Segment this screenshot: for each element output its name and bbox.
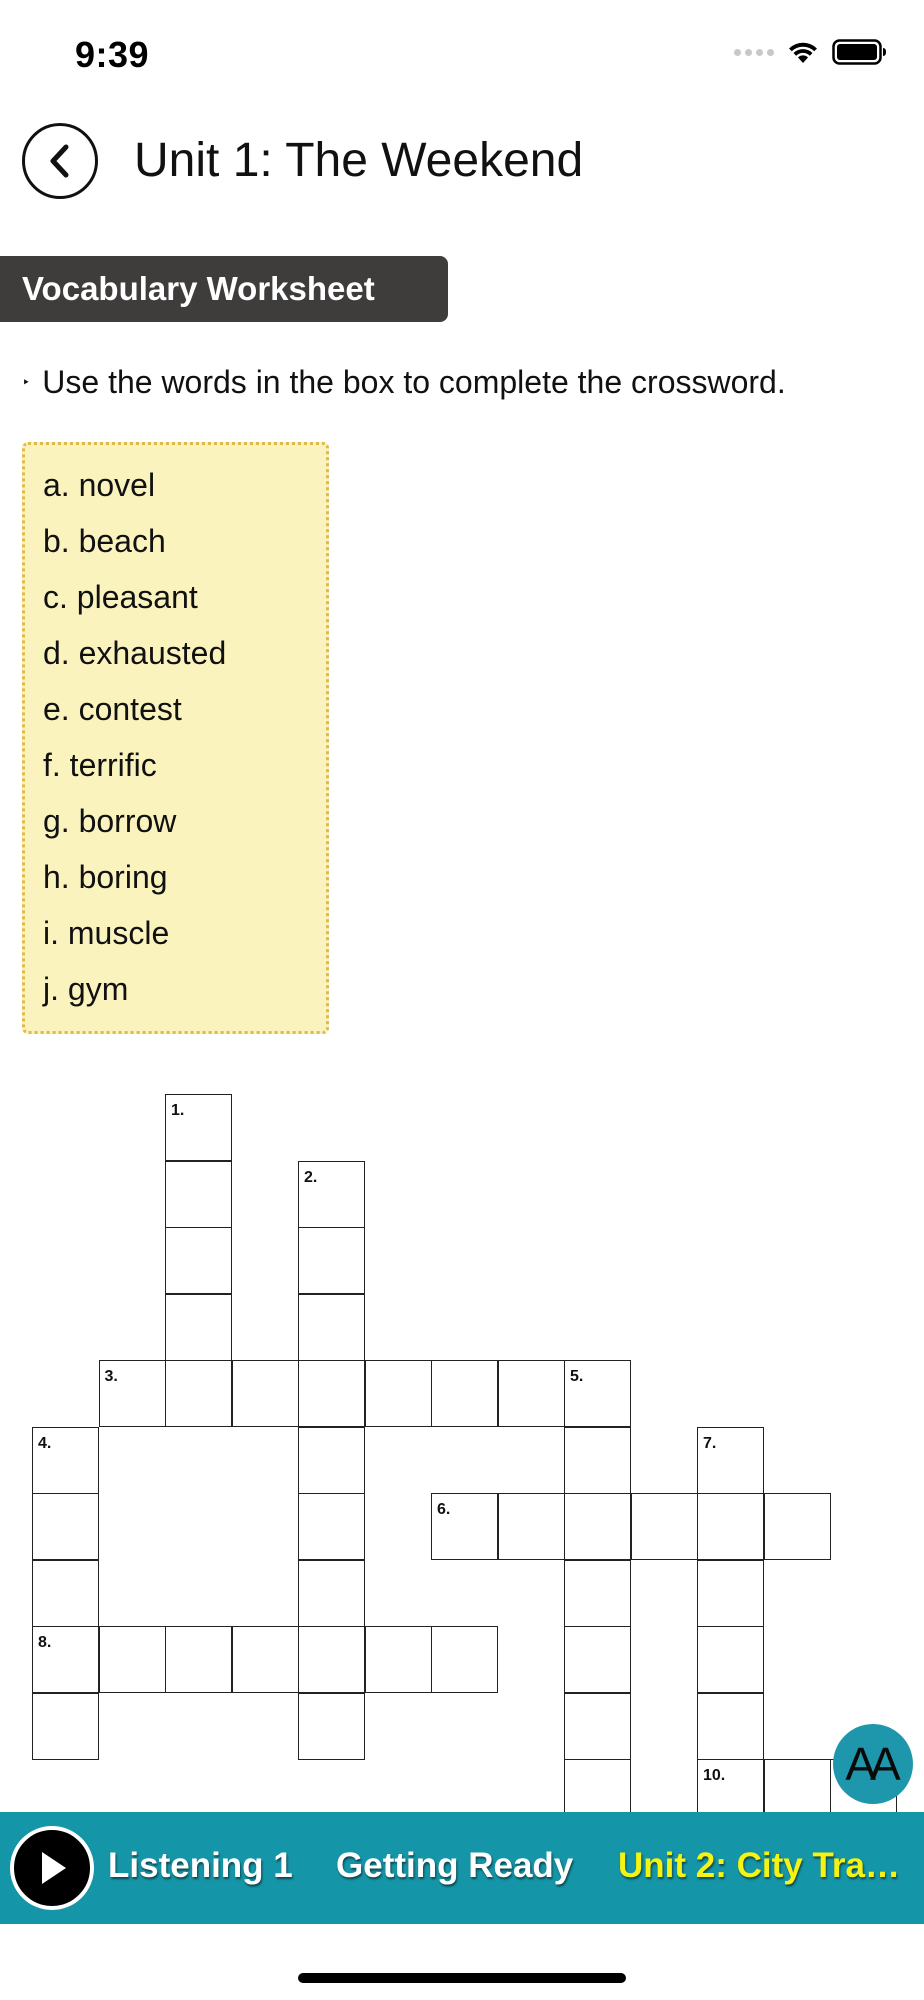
crossword-cell: [697, 1626, 764, 1693]
clue-number: 5.: [570, 1368, 584, 1385]
crossword-cell: [498, 1360, 565, 1427]
play-button[interactable]: [10, 1826, 94, 1910]
crossword-cell: [298, 1161, 365, 1228]
crossword-cell: [564, 1693, 631, 1760]
crossword-cell: [232, 1626, 299, 1693]
crossword-cell: [697, 1560, 764, 1627]
crossword-cell: [298, 1294, 365, 1361]
word-item: j. gym: [43, 971, 129, 1007]
crossword-cell: [298, 1560, 365, 1627]
crossword-cell: [232, 1360, 299, 1427]
word-item: d. exhausted: [43, 635, 227, 671]
crossword-cell: [298, 1493, 365, 1560]
cellular-signal-icon: [734, 49, 774, 56]
crossword-cell: [32, 1493, 99, 1560]
bullet-icon: ‣: [22, 374, 31, 390]
crossword-cell: [298, 1626, 365, 1693]
clue-number: 10.: [703, 1767, 726, 1784]
worksheet-banner: Vocabulary Worksheet: [0, 256, 448, 322]
page-title: Unit 1: The Weekend: [134, 134, 584, 187]
crossword-grid: [0, 1090, 924, 1810]
clue-number: 6.: [437, 1501, 451, 1518]
crossword-cell: [697, 1693, 764, 1760]
nav-item-next-unit[interactable]: Unit 2: City Tra…: [618, 1846, 900, 1885]
clue-number: 4.: [38, 1434, 52, 1452]
word-item: a. novel: [43, 467, 156, 503]
crossword-cell: [32, 1427, 99, 1494]
crossword-cell: [564, 1360, 631, 1427]
crossword-cell: [165, 1294, 232, 1361]
word-box: [22, 442, 329, 1034]
play-icon: [34, 1848, 70, 1888]
crossword-cell: [165, 1227, 232, 1294]
home-indicator: [298, 1973, 626, 1983]
battery-icon: [832, 38, 888, 66]
status-time: 9:39: [75, 34, 150, 75]
crossword-cell: [431, 1360, 498, 1427]
crossword-cell: [165, 1094, 232, 1161]
chevron-left-icon: [45, 144, 75, 178]
crossword-cell: [32, 1560, 99, 1627]
word-item: b. beach: [43, 523, 166, 559]
crossword-cell: [32, 1693, 99, 1760]
crossword-cell: [564, 1493, 631, 1560]
word-item: g. borrow: [43, 803, 177, 839]
crossword-cell: [764, 1493, 831, 1560]
wifi-icon: [786, 39, 820, 65]
crossword-cell: [631, 1493, 698, 1560]
word-item: e. contest: [43, 691, 182, 727]
clue-number: 7.: [703, 1434, 717, 1452]
font-size-button[interactable]: AA: [833, 1724, 913, 1804]
nav-item-listening-1[interactable]: Listening 1: [108, 1846, 293, 1885]
crossword-cell: [165, 1360, 232, 1427]
instruction: [22, 364, 786, 401]
crossword-cell: [697, 1427, 764, 1494]
crossword-cell: [564, 1427, 631, 1494]
crossword-cell: [498, 1493, 565, 1560]
word-item: h. boring: [43, 859, 168, 895]
crossword-cell: [365, 1360, 432, 1427]
back-button[interactable]: [22, 123, 98, 199]
word-item: c. pleasant: [43, 579, 198, 615]
crossword-cell: [298, 1693, 365, 1760]
crossword-cell: [165, 1626, 232, 1693]
clue-number: 3.: [104, 1368, 118, 1385]
crossword-cell: [697, 1493, 764, 1560]
clue-number: 1.: [171, 1102, 185, 1119]
clue-number: 2.: [304, 1168, 318, 1186]
crossword-cell: [298, 1427, 365, 1494]
crossword-cell: [298, 1360, 365, 1427]
crossword-cell: [564, 1626, 631, 1693]
crossword-cell: [365, 1626, 432, 1693]
crossword-cell: [564, 1560, 631, 1627]
crossword-cell: [431, 1626, 498, 1693]
clue-number: 8.: [38, 1634, 52, 1651]
crossword-cell: [99, 1626, 166, 1693]
nav-item-getting-ready[interactable]: Getting Ready: [336, 1846, 574, 1885]
word-item: i. muscle: [43, 915, 170, 951]
crossword-cell: [431, 1493, 498, 1560]
crossword-cell: [99, 1360, 166, 1427]
bottom-nav: [0, 1812, 924, 1924]
crossword-cell: [32, 1626, 99, 1693]
crossword-cell: [165, 1161, 232, 1228]
status-icons: [734, 38, 888, 66]
instruction-text: Use the words in the box to complete the crossword.: [42, 364, 786, 400]
crossword-cell: [298, 1227, 365, 1294]
word-item: f. terrific: [43, 747, 157, 783]
